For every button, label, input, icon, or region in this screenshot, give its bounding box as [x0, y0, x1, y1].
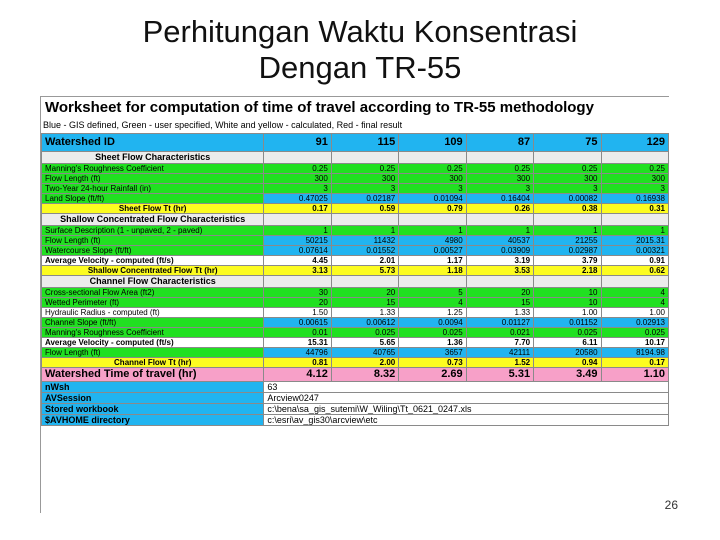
value-cell: 8194.98 [601, 348, 668, 358]
value-cell: 0.025 [331, 328, 398, 338]
value-cell: 0.01152 [534, 318, 601, 328]
row-label: Cross-sectional Flow Area (ft2) [42, 288, 264, 298]
result-cell: 0.31 [601, 204, 668, 214]
channel-flow-row [42, 348, 669, 358]
value-cell: 10.17 [601, 338, 668, 348]
section-header-blank [264, 276, 331, 288]
section-header-blank [264, 152, 331, 164]
total-cell: 5.31 [466, 368, 533, 382]
shallow-flow-row [42, 256, 669, 266]
section-header-blank [466, 276, 533, 288]
value-cell: 4 [601, 298, 668, 308]
result-cell: 0.26 [466, 204, 533, 214]
value-cell: 0.16938 [601, 194, 668, 204]
total-cell: 4.12 [264, 368, 331, 382]
value-cell: 0.02913 [601, 318, 668, 328]
value-cell: 1 [264, 226, 331, 236]
row-label: Wetted Perimeter (ft) [42, 298, 264, 308]
footer-value: c:\esri\av_gis30\arcview\etc [264, 415, 669, 426]
value-cell: 3 [331, 184, 398, 194]
value-cell: 3 [466, 184, 533, 194]
value-cell: 0.01127 [466, 318, 533, 328]
value-cell: 3.79 [534, 256, 601, 266]
section-header: Shallow Concentrated Flow Characteristics [42, 214, 264, 226]
shallow-flow-row [42, 226, 669, 236]
total-cell: 1.10 [601, 368, 668, 382]
value-cell: 20 [331, 288, 398, 298]
channel-flow-row [42, 328, 669, 338]
row-label: Flow Length (ft) [42, 236, 264, 246]
channel-flow-header [42, 276, 669, 288]
watershed-id-cell: 91 [264, 134, 331, 152]
channel-flow-row [42, 338, 669, 348]
value-cell: 20 [264, 298, 331, 308]
value-cell: 0.03909 [466, 246, 533, 256]
result-cell: 0.62 [601, 266, 668, 276]
value-cell: 5 [399, 288, 466, 298]
section-header: Sheet Flow Characteristics [42, 152, 264, 164]
channel-flow-row [42, 308, 669, 318]
value-cell: 0.02987 [534, 246, 601, 256]
sheet-flow-header [42, 152, 669, 164]
result-cell: 0.79 [399, 204, 466, 214]
value-cell: 3 [534, 184, 601, 194]
result-cell: 0.73 [399, 358, 466, 368]
section-header-blank [601, 214, 668, 226]
value-cell: 3 [601, 184, 668, 194]
row-label: Surface Description (1 - unpaved, 2 - paved) [42, 226, 264, 236]
value-cell: 7.70 [466, 338, 533, 348]
row-label: Average Velocity - computed (ft/s) [42, 256, 264, 266]
value-cell: 1.00 [601, 308, 668, 318]
watershed-id-cell: 75 [534, 134, 601, 152]
value-cell: 0.25 [466, 164, 533, 174]
result-cell: 3.13 [264, 266, 331, 276]
footer-value: c:\bena\sa_gis_sutemi\W_Wiling\Tt_0621_0247.xls [264, 404, 669, 415]
row-label: Manning's Roughness Coefficient [42, 328, 264, 338]
value-cell: 0.00321 [601, 246, 668, 256]
footer-value: 63 [264, 382, 669, 393]
sheet-flow-row [42, 194, 669, 204]
sheet-flow-row [42, 164, 669, 174]
shallow-flow-row [42, 236, 669, 246]
value-cell: 6.11 [534, 338, 601, 348]
value-cell: 1 [466, 226, 533, 236]
total-time-row [42, 368, 669, 382]
row-label: Shallow Concentrated Flow Tt (hr) [42, 266, 264, 276]
section-header-blank [534, 276, 601, 288]
section-header-blank [331, 214, 398, 226]
value-cell: 5.65 [331, 338, 398, 348]
footer-row [42, 415, 669, 426]
value-cell: 3 [264, 184, 331, 194]
value-cell: 3.19 [466, 256, 533, 266]
value-cell: 15.31 [264, 338, 331, 348]
value-cell: 40537 [466, 236, 533, 246]
result-cell: 2.18 [534, 266, 601, 276]
row-label: Channel Slope (ft/ft) [42, 318, 264, 328]
result-cell: 1.52 [466, 358, 533, 368]
row-label: Channel Flow Tt (hr) [42, 358, 264, 368]
value-cell: 0.00527 [399, 246, 466, 256]
value-cell: 10 [534, 288, 601, 298]
value-cell: 50215 [264, 236, 331, 246]
section-header-blank [331, 152, 398, 164]
result-cell: 0.38 [534, 204, 601, 214]
value-cell: 300 [534, 174, 601, 184]
value-cell: 10 [534, 298, 601, 308]
value-cell: 0.47025 [264, 194, 331, 204]
value-cell: 1.50 [264, 308, 331, 318]
row-label: Watershed ID [42, 134, 264, 152]
row-label: Flow Length (ft) [42, 348, 264, 358]
value-cell: 20580 [534, 348, 601, 358]
section-header-blank [331, 276, 398, 288]
value-cell: 21255 [534, 236, 601, 246]
value-cell: 300 [331, 174, 398, 184]
result-cell: 2.00 [331, 358, 398, 368]
value-cell: 44796 [264, 348, 331, 358]
value-cell: 0.025 [399, 328, 466, 338]
value-cell: 1.33 [466, 308, 533, 318]
value-cell: 0.25 [264, 164, 331, 174]
value-cell: 1 [331, 226, 398, 236]
shallow-flow-row [42, 246, 669, 256]
value-cell: 1.36 [399, 338, 466, 348]
value-cell: 4 [601, 288, 668, 298]
section-header-blank [534, 152, 601, 164]
total-cell: 8.32 [331, 368, 398, 382]
footer-row [42, 393, 669, 404]
footer-row [42, 404, 669, 415]
value-cell: 4.45 [264, 256, 331, 266]
value-cell: 4 [399, 298, 466, 308]
row-label: Land Slope (ft/ft) [42, 194, 264, 204]
channel-flow-result-row [42, 358, 669, 368]
value-cell: 0.07614 [264, 246, 331, 256]
section-header: Channel Flow Characteristics [42, 276, 264, 288]
value-cell: 0.01 [264, 328, 331, 338]
value-cell: 4980 [399, 236, 466, 246]
slide-title [0, 14, 720, 86]
value-cell: 0.00612 [331, 318, 398, 328]
watershed-id-cell: 129 [601, 134, 668, 152]
footer-label: nWsh [42, 382, 264, 393]
value-cell: 40765 [331, 348, 398, 358]
slide-title-line2: Dengan TR-55 [258, 50, 462, 85]
result-cell: 0.81 [264, 358, 331, 368]
result-cell: 0.17 [264, 204, 331, 214]
color-legend: Blue - GIS defined, Green - user specified, White and yellow - calculated, Red - final result [41, 119, 669, 131]
value-cell: 0.01552 [331, 246, 398, 256]
value-cell: 15 [331, 298, 398, 308]
value-cell: 15 [466, 298, 533, 308]
row-label: Watercourse Slope (ft/ft) [42, 246, 264, 256]
value-cell: 0.25 [534, 164, 601, 174]
value-cell: 11432 [331, 236, 398, 246]
value-cell: 1.33 [331, 308, 398, 318]
footer-row [42, 382, 669, 393]
channel-flow-row [42, 318, 669, 328]
value-cell: 300 [601, 174, 668, 184]
value-cell: 300 [466, 174, 533, 184]
row-label: Two-Year 24-hour Rainfall (in) [42, 184, 264, 194]
value-cell: 2015.31 [601, 236, 668, 246]
value-cell: 3 [399, 184, 466, 194]
footer-label: Stored workbook [42, 404, 264, 415]
value-cell: 0.16404 [466, 194, 533, 204]
value-cell: 0.00615 [264, 318, 331, 328]
row-label: Average Velocity - computed (ft/s) [42, 338, 264, 348]
section-header-blank [264, 214, 331, 226]
value-cell: 0.25 [601, 164, 668, 174]
value-cell: 1.25 [399, 308, 466, 318]
section-header-blank [399, 152, 466, 164]
sheet-flow-result-row [42, 204, 669, 214]
row-label: Flow Length (ft) [42, 174, 264, 184]
sheet-flow-row [42, 184, 669, 194]
footer-value: Arcview0247 [264, 393, 669, 404]
section-header-blank [601, 276, 668, 288]
value-cell: 0.025 [534, 328, 601, 338]
page-number: 26 [664, 498, 678, 512]
section-header-blank [534, 214, 601, 226]
result-cell: 0.59 [331, 204, 398, 214]
value-cell: 0.00082 [534, 194, 601, 204]
value-cell: 0.25 [399, 164, 466, 174]
footer-label: $AVHOME directory [42, 415, 264, 426]
value-cell: 300 [264, 174, 331, 184]
value-cell: 42111 [466, 348, 533, 358]
result-cell: 5.73 [331, 266, 398, 276]
section-header-blank [466, 152, 533, 164]
shallow-flow-result-row [42, 266, 669, 276]
value-cell: 20 [466, 288, 533, 298]
result-cell: 0.94 [534, 358, 601, 368]
total-cell: 3.49 [534, 368, 601, 382]
value-cell: 0.0094 [399, 318, 466, 328]
watershed-id-cell: 115 [331, 134, 398, 152]
worksheet-table [41, 133, 669, 426]
row-label: Sheet Flow Tt (hr) [42, 204, 264, 214]
row-label: Manning's Roughness Coefficient [42, 164, 264, 174]
sheet-flow-row [42, 174, 669, 184]
value-cell: 0.021 [466, 328, 533, 338]
value-cell: 1.00 [534, 308, 601, 318]
slide-title-line1: Perhitungan Waktu Konsentrasi [142, 14, 578, 49]
total-cell: 2.69 [399, 368, 466, 382]
value-cell: 1 [534, 226, 601, 236]
value-cell: 30 [264, 288, 331, 298]
section-header-blank [399, 214, 466, 226]
row-label: Watershed Time of travel (hr) [42, 368, 264, 382]
section-header-blank [466, 214, 533, 226]
value-cell: 2.01 [331, 256, 398, 266]
value-cell: 300 [399, 174, 466, 184]
channel-flow-row [42, 288, 669, 298]
value-cell: 0.02187 [331, 194, 398, 204]
value-cell: 1 [601, 226, 668, 236]
value-cell: 3657 [399, 348, 466, 358]
result-cell: 3.53 [466, 266, 533, 276]
value-cell: 1.17 [399, 256, 466, 266]
value-cell: 0.25 [331, 164, 398, 174]
value-cell: 0.01094 [399, 194, 466, 204]
value-cell: 0.91 [601, 256, 668, 266]
worksheet [40, 96, 669, 513]
section-header-blank [399, 276, 466, 288]
footer-label: AVSession [42, 393, 264, 404]
result-cell: 0.17 [601, 358, 668, 368]
section-header-blank [601, 152, 668, 164]
result-cell: 1.18 [399, 266, 466, 276]
value-cell: 1 [399, 226, 466, 236]
shallow-flow-header [42, 214, 669, 226]
watershed-id-cell: 87 [466, 134, 533, 152]
value-cell: 0.025 [601, 328, 668, 338]
row-label: Hydraulic Radius - computed (ft) [42, 308, 264, 318]
watershed-id-cell: 109 [399, 134, 466, 152]
watershed-id-row [42, 134, 669, 152]
channel-flow-row [42, 298, 669, 308]
worksheet-title: Worksheet for computation of time of travel according to TR-55 methodology [41, 97, 669, 119]
